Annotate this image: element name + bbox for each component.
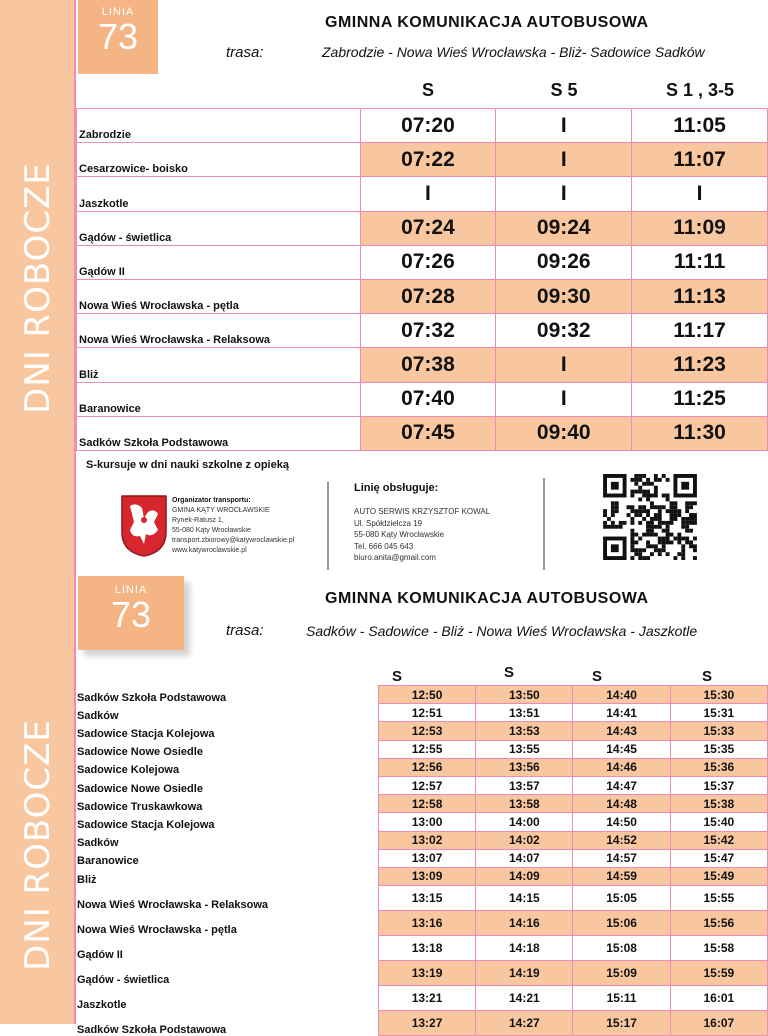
departure-time: 12:56 xyxy=(378,758,475,776)
departure-time: 07:45 xyxy=(360,416,496,450)
departure-time: 14:50 xyxy=(573,813,670,831)
stop-name: Sadków xyxy=(77,837,119,850)
departure-time: 13:02 xyxy=(378,831,475,849)
table-row xyxy=(76,986,768,1011)
table-row xyxy=(77,109,768,143)
departure-time: 11:09 xyxy=(632,211,768,245)
departure-time: 15:30 xyxy=(670,686,767,704)
route-label: trasa: xyxy=(226,44,264,61)
departure-time: 15:47 xyxy=(670,849,767,867)
column-header: S 5 xyxy=(550,80,578,100)
departure-time: 14:48 xyxy=(573,795,670,813)
departure-time: 14:16 xyxy=(476,911,573,936)
route-text: Sadków - Sadowice - Bliż - Nowa Wieś Wrocławska - Jaszkotle xyxy=(306,623,698,639)
departure-time: 15:35 xyxy=(670,740,767,758)
departure-time: 14:45 xyxy=(573,740,670,758)
table-row xyxy=(76,704,768,722)
departure-time: 15:56 xyxy=(670,911,767,936)
table-row xyxy=(76,758,768,776)
departure-time: 15:05 xyxy=(573,886,670,911)
stop-name: Sadowice Nowe Osiedle xyxy=(77,782,203,795)
departure-time: 14:00 xyxy=(476,813,573,831)
departure-time: 07:40 xyxy=(360,382,496,416)
stop-name: Gądów - świetlica xyxy=(77,973,170,986)
company-title: GMINNA KOMUNIKACJA AUTOBUSOWA xyxy=(325,14,649,31)
departure-time: 11:23 xyxy=(632,348,768,382)
departure-time: 11:07 xyxy=(632,143,768,177)
operator-block xyxy=(354,482,490,564)
departure-time: 09:26 xyxy=(496,245,632,279)
departure-time: 14:19 xyxy=(476,961,573,986)
departure-time: 14:47 xyxy=(573,776,670,794)
stop-name: Cesarzowice- boisko xyxy=(77,143,361,177)
stop-name: Baranowice xyxy=(77,382,361,416)
table-row xyxy=(77,245,768,279)
departure-time: 13:58 xyxy=(476,795,573,813)
departure-time: 14:43 xyxy=(573,722,670,740)
line-badge xyxy=(78,576,184,650)
departure-time: 13:07 xyxy=(378,849,475,867)
departure-time: 15:42 xyxy=(670,831,767,849)
departure-time: 13:56 xyxy=(476,758,573,776)
route-label: trasa: xyxy=(226,622,264,639)
stop-name: Gądów II xyxy=(77,245,361,279)
divider xyxy=(543,478,545,570)
table-row xyxy=(77,348,768,382)
departure-time: 14:07 xyxy=(476,849,573,867)
departure-time: 13:55 xyxy=(476,740,573,758)
departure-time: 16:01 xyxy=(670,986,767,1011)
departure-time: 13:50 xyxy=(476,686,573,704)
departure-table xyxy=(76,108,768,451)
organizer-line: www.katywroclawskie.pl xyxy=(172,547,247,554)
stop-name: Sadków xyxy=(77,709,119,722)
operator-line: biuro.anita@gmail.com xyxy=(354,553,436,562)
departure-time: 11:13 xyxy=(632,279,768,313)
departure-time: 13:19 xyxy=(378,961,475,986)
departure-time: 12:50 xyxy=(378,686,475,704)
departure-time: 12:55 xyxy=(378,740,475,758)
departure-time: 13:00 xyxy=(378,813,475,831)
table-row xyxy=(77,382,768,416)
stop-name: Sadków Szkoła Podstawowa xyxy=(77,1023,227,1036)
column-header: S xyxy=(391,668,402,685)
departure-time: 15:59 xyxy=(670,961,767,986)
operator-line: 55-080 Kąty Wrocławskie xyxy=(354,530,445,539)
operator-line: Tel. 666 045 643 xyxy=(354,541,414,551)
departure-time: 12:51 xyxy=(378,704,475,722)
departure-time: 14:52 xyxy=(573,831,670,849)
departure-time: 14:59 xyxy=(573,867,670,885)
departure-time: I xyxy=(496,348,632,382)
table-row xyxy=(76,813,768,831)
column-header: S xyxy=(421,80,434,100)
table-row xyxy=(76,886,768,911)
departure-time: 13:16 xyxy=(378,911,475,936)
coat-of-arms-icon xyxy=(120,494,168,558)
line-badge-label: LINIA xyxy=(101,6,135,18)
departure-time: 14:18 xyxy=(476,936,573,961)
departure-time: 12:57 xyxy=(378,776,475,794)
table-row xyxy=(77,177,768,211)
table-row xyxy=(76,795,768,813)
departure-time: 15:08 xyxy=(573,936,670,961)
stop-name: Zabrodzie xyxy=(77,109,361,143)
stop-name: Sadowice Truskawkowa xyxy=(77,800,203,813)
line-number: 73 xyxy=(97,16,139,57)
departure-time: I xyxy=(496,143,632,177)
departure-time: 14:57 xyxy=(573,849,670,867)
departure-time: 11:05 xyxy=(632,109,768,143)
departure-time: 14:02 xyxy=(476,831,573,849)
stop-name: Bliż xyxy=(77,873,97,886)
departure-time: 12:58 xyxy=(378,795,475,813)
stop-name: Sadowice Stacja Kolejowa xyxy=(77,728,215,741)
stop-name: Nowa Wieś Wrocławska - pętla xyxy=(77,923,237,936)
stop-name: Jaszkotle xyxy=(77,177,361,211)
organizer-title: Organizator transportu: xyxy=(172,497,251,504)
departure-time: 09:30 xyxy=(496,279,632,313)
stop-name: Jaszkotle xyxy=(77,998,127,1011)
departure-time: 11:17 xyxy=(632,314,768,348)
table-row xyxy=(77,143,768,177)
departure-time: I xyxy=(632,177,768,211)
departure-time: I xyxy=(496,109,632,143)
departure-time: 14:46 xyxy=(573,758,670,776)
table-row xyxy=(77,211,768,245)
stop-name: Sadowice Nowe Osiedle xyxy=(77,746,203,759)
table-row xyxy=(76,911,768,936)
stop-name: Sadowice Kolejowa xyxy=(77,764,180,777)
departure-time: 15:31 xyxy=(670,704,767,722)
departure-time: 14:09 xyxy=(476,867,573,885)
organizer-line: Rynek-Ratusz 1, xyxy=(172,517,224,524)
table-row xyxy=(76,867,768,885)
departure-time: 07:24 xyxy=(360,211,496,245)
footnote: S-kursuje w dni nauki szkolne z opieką xyxy=(86,459,289,471)
departure-time: I xyxy=(496,177,632,211)
table-row xyxy=(76,776,768,794)
departure-time: 15:49 xyxy=(670,867,767,885)
departure-time: I xyxy=(496,382,632,416)
departure-time: 15:06 xyxy=(573,911,670,936)
column-header: S xyxy=(591,668,602,685)
departure-time: 14:27 xyxy=(476,1011,573,1036)
departure-time: 13:21 xyxy=(378,986,475,1011)
stop-name: Sadowice Stacja Kolejowa xyxy=(77,819,215,831)
organizer-info xyxy=(172,496,294,556)
line-number: 73 xyxy=(110,594,152,635)
departure-time: 13:09 xyxy=(378,867,475,885)
departure-time: 13:53 xyxy=(476,722,573,740)
departure-time: 12:53 xyxy=(378,722,475,740)
departure-time: 16:07 xyxy=(670,1011,767,1036)
stop-name: Sadków Szkoła Podstawowa xyxy=(77,416,361,450)
departure-time: 07:26 xyxy=(360,245,496,279)
stop-name: Bliż xyxy=(77,348,361,382)
departure-time: 07:22 xyxy=(360,143,496,177)
timetable-to-jaszkotle xyxy=(0,576,768,1036)
departure-time: I xyxy=(360,177,496,211)
divider xyxy=(327,482,329,570)
qr-code-icon[interactable] xyxy=(602,474,698,560)
departure-time: 09:40 xyxy=(496,416,632,450)
organizer-line: GMINA KĄTY WROCŁAWSKIE xyxy=(172,507,270,514)
departure-time: 15:55 xyxy=(670,886,767,911)
table-row xyxy=(76,740,768,758)
table-row xyxy=(76,722,768,740)
route-text: Zabrodzie - Nowa Wieś Wrocławska - Bliż- Sadowice Sadków xyxy=(322,44,705,60)
departure-time: 15:17 xyxy=(573,1011,670,1036)
side-label: DNI ROBOCZE xyxy=(18,718,58,971)
side-label: DNI ROBOCZE xyxy=(18,162,58,414)
organizer-block xyxy=(120,494,300,564)
stop-name: Nowa Wieś Wrocławska - Relaksowa xyxy=(77,898,269,911)
line-badge xyxy=(78,0,158,74)
organizer-line: 55-080 Kąty Wrocławskie xyxy=(172,527,251,534)
table-row xyxy=(76,686,768,704)
table-row xyxy=(76,936,768,961)
departure-time: 13:18 xyxy=(378,936,475,961)
stop-name: Nowa Wieś Wrocławska - pętla xyxy=(77,279,361,313)
stop-name: Gądów II xyxy=(77,948,123,961)
column-headers xyxy=(360,80,768,106)
departure-time: 15:37 xyxy=(670,776,767,794)
side-band xyxy=(0,0,76,576)
departure-time: 15:38 xyxy=(670,795,767,813)
table-row xyxy=(76,849,768,867)
departure-time: 07:38 xyxy=(360,348,496,382)
departure-table xyxy=(76,685,768,1036)
departure-time: 15:58 xyxy=(670,936,767,961)
departure-time: 09:32 xyxy=(496,314,632,348)
stop-name: Sadków Szkoła Podstawowa xyxy=(77,691,227,704)
stop-name: Baranowice xyxy=(77,855,139,868)
departure-time: 09:24 xyxy=(496,211,632,245)
departure-time: 13:51 xyxy=(476,704,573,722)
stop-name: Gądów - świetlica xyxy=(77,211,361,245)
departure-time: 14:41 xyxy=(573,704,670,722)
operator-line: AUTO SERWIS KRZYSZTOF KOWAL xyxy=(354,507,491,516)
table-row xyxy=(76,961,768,986)
departure-time: 11:30 xyxy=(632,416,768,450)
departure-time: 15:09 xyxy=(573,961,670,986)
departure-time: 15:33 xyxy=(670,722,767,740)
departure-time: 13:15 xyxy=(378,886,475,911)
column-header: S xyxy=(701,668,712,685)
side-band xyxy=(0,576,76,1024)
table-row xyxy=(76,831,768,849)
departure-time: 14:15 xyxy=(476,886,573,911)
stop-name: Nowa Wieś Wrocławska - Relaksowa xyxy=(77,314,361,348)
departure-time: 15:11 xyxy=(573,986,670,1011)
line-badge-label: LINIA xyxy=(114,584,148,596)
column-header: S 1 , 3-5 xyxy=(665,80,735,100)
company-title: GMINNA KOMUNIKACJA AUTOBUSOWA xyxy=(325,590,649,607)
departure-time: 15:36 xyxy=(670,758,767,776)
table-row xyxy=(77,416,768,450)
departure-time: 13:27 xyxy=(378,1011,475,1036)
operator-title: Linię obsługuje: xyxy=(354,482,439,494)
organizer-line: transport.zbiorowy@katywroclawskie.pl xyxy=(172,537,295,544)
departure-time: 07:32 xyxy=(360,314,496,348)
departure-time: 07:28 xyxy=(360,279,496,313)
column-header: S xyxy=(503,664,514,681)
departure-time: 07:20 xyxy=(360,109,496,143)
operator-line: Ul. Spółdzielcza 19 xyxy=(354,518,423,528)
departure-time: 13:57 xyxy=(476,776,573,794)
table-row xyxy=(77,279,768,313)
departure-time: 15:40 xyxy=(670,813,767,831)
departure-time: 11:11 xyxy=(632,245,768,279)
departure-time: 14:40 xyxy=(573,686,670,704)
departure-time: 11:25 xyxy=(632,382,768,416)
table-row xyxy=(76,1011,768,1036)
departure-time: 14:21 xyxy=(476,986,573,1011)
table-row xyxy=(77,314,768,348)
